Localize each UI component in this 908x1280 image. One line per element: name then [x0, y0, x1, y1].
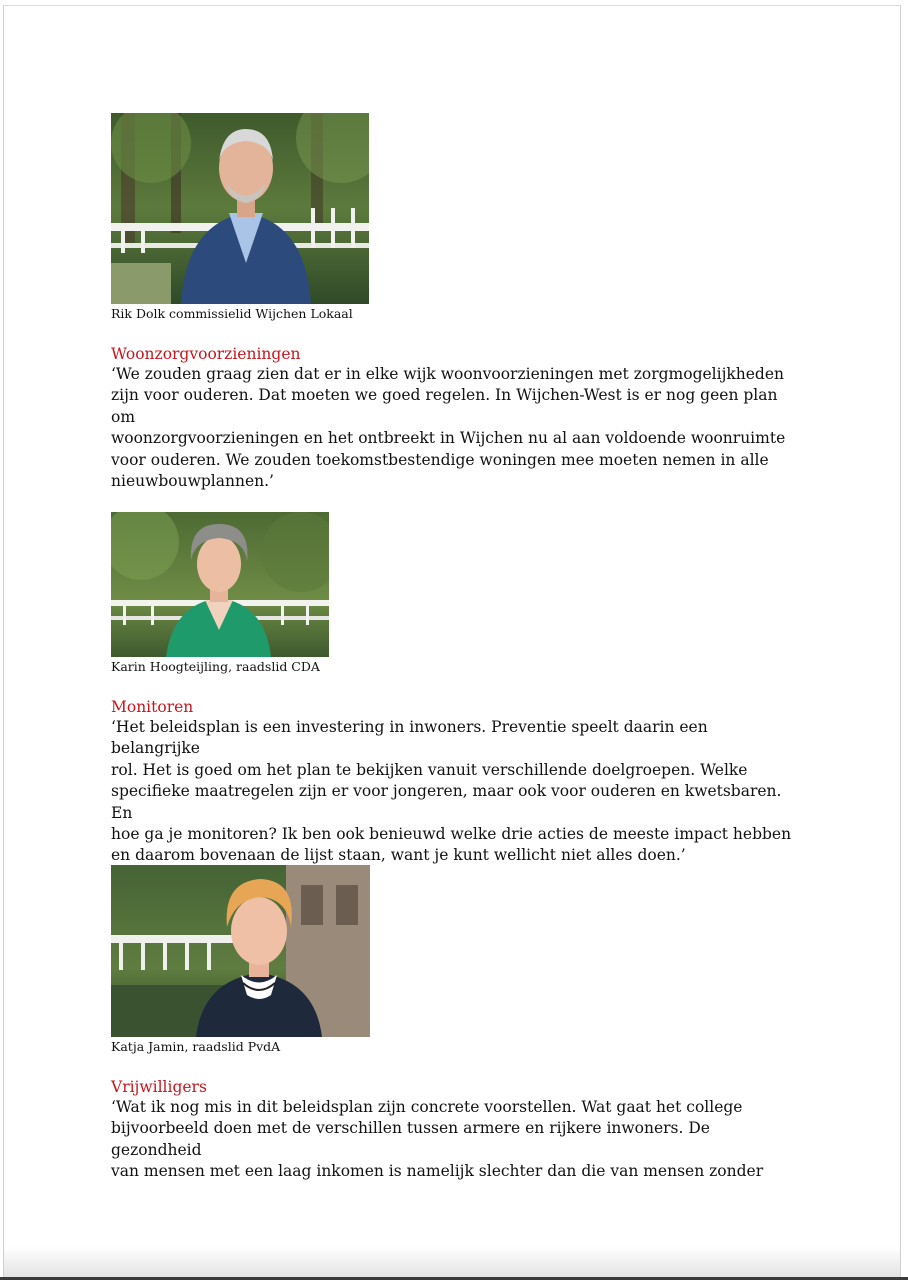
portrait-illustration [111, 113, 369, 304]
photo-caption: Katja Jamin, raadslid PvdA [111, 1039, 281, 1054]
photo-rik-dolk [111, 113, 369, 304]
quote-line: bijvoorbeeld doen met de verschillen tussen armere en rijkere inwoners. De gezondheid [111, 1119, 710, 1159]
quote-line: van mensen met een laag inkomen is namelijk slechter dan die van mensen zonder [111, 1162, 764, 1181]
quote-line: ‘Het beleidsplan is een investering in inwoners. Preventie speelt daarin een belangrijke [111, 718, 708, 758]
quote-line: specifieke maatregelen zijn er voor jongeren, maar ook voor ouderen en kwetsbaren. En [111, 782, 782, 822]
quote-paragraph [111, 364, 801, 492]
quote-line: voor ouderen. We zouden toekomstbestendige woningen mee moeten nemen in alle [111, 450, 769, 469]
section-heading: Monitoren [111, 698, 194, 716]
quote-line: en daarom bovenaan de lijst staan, want je kunt wellicht niet alles doen.’ [111, 846, 686, 865]
portrait-illustration [111, 865, 370, 1037]
profile-katja-jamin [111, 865, 811, 1183]
quote-line: rol. Het is goed om het plan te bekijken vanuit verschillende doelgroepen. Welke [111, 760, 748, 779]
quote-line: woonzorgvoorzieningen en het ontbreekt in Wijchen nu al aan voldoende woonruimte [111, 429, 786, 448]
photo-katja-jamin [111, 865, 370, 1037]
photo-caption: Karin Hoogteijling, raadslid CDA [111, 659, 320, 674]
quote-line: ‘We zouden graag zien dat er in elke wijk woonvoorzieningen met zorgmogelijkheden [111, 365, 785, 383]
quote-line: nieuwbouwplannen.’ [111, 472, 274, 491]
quote-line: zijn voor ouderen. Dat moeten we goed regelen. In Wijchen-West is er nog geen plan om [111, 386, 778, 426]
portrait-illustration [111, 512, 329, 657]
photo-caption: Rik Dolk commissielid Wijchen Lokaal [111, 306, 353, 321]
section-heading: Woonzorgvoorzieningen [111, 345, 301, 363]
profile-rik-dolk [111, 113, 811, 492]
quote-line: ‘Wat ik nog mis in dit beleidsplan zijn concrete voorstellen. Wat gaat het college [111, 1098, 743, 1116]
page-bottom-shadow [4, 1246, 900, 1280]
photo-karin-hoogteijling [111, 512, 329, 657]
quote-paragraph [111, 717, 801, 867]
quote-paragraph [111, 1097, 801, 1183]
section-heading: Vrijwilligers [111, 1078, 207, 1096]
quote-line: hoe ga je monitoren? Ik ben ook benieuwd welke drie acties de meeste impact hebben [111, 825, 792, 844]
profile-karin-hoogteijling [111, 512, 811, 867]
